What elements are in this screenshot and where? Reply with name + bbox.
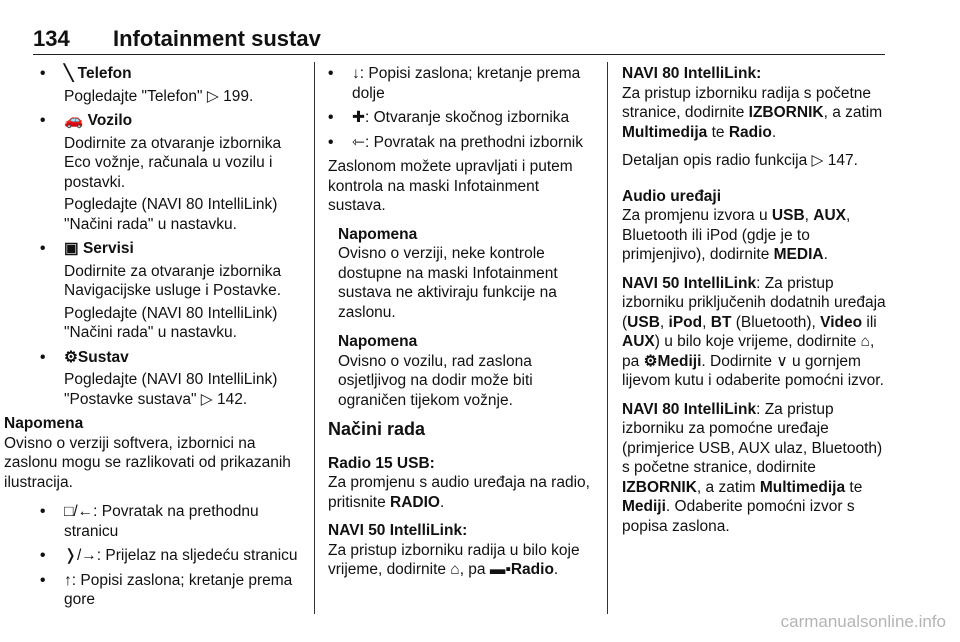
note-text: Ovisno o vozilu, rad zaslona osjetljivog na dodir može biti ograničen tijekom vožnje. bbox=[338, 352, 533, 409]
nav-item-return bbox=[328, 133, 590, 153]
watermark-text: carmanualsonline.info bbox=[780, 612, 946, 631]
gear-icon: ⚙ bbox=[64, 348, 78, 366]
navi50-audio-text: NAVI 50 IntelliLink: Za pristup izborniku priključenih dodatnih uređaja (USB, iPod, BT (Bluetooth), Video ili AUX) u bilo koje vrijeme, dodirnite ⌂, pa ⚙Mediji. Dodirnite ∨ u gornjem lijevom kutu i odaberite pomoćni izvor. bbox=[622, 274, 886, 389]
car-icon: 🚗 bbox=[64, 112, 84, 129]
subhead-navi80: NAVI 80 IntelliLink: bbox=[622, 65, 762, 82]
item-text: ❭/→: Prijelaz na sljedeću stranicu bbox=[64, 547, 298, 564]
nav-item-popup bbox=[328, 108, 590, 128]
radio15-text: Za promjenu s audio uređaja na radio, pritisnite RADIO. bbox=[328, 474, 590, 511]
bullet: • bbox=[40, 571, 46, 589]
subhead-radio15: Radio 15 USB: bbox=[328, 454, 435, 472]
navi80-audio-text: NAVI 80 IntelliLink: Za pristup izborniku za pomoćne uređaje (primjerice USB, AUX ulaz, Bluetooth) s početne stranice, dodirnite IZBORNIK, a zatim Multimedija te Mediji. Odaberite pomoćni izvor s popisa zaslona. bbox=[622, 400, 883, 535]
item-text: Dodirnite za otvaranje izbornika Navigacijske usluge i Postavke. bbox=[64, 262, 282, 299]
navi80-text: Za pristup izborniku radija s početne stranice, dodirnite IZBORNIK, a zatim Multimedija te Radio. bbox=[622, 84, 883, 141]
bullet: • bbox=[40, 112, 46, 129]
control-paragraph: Zaslonom možete upravljati i putem kontrola na maski Infotainment sustava. bbox=[328, 158, 573, 214]
note-box bbox=[328, 225, 590, 323]
subhead-audio: Audio uređaji bbox=[622, 187, 722, 205]
nav-item-next bbox=[40, 546, 302, 566]
item-text: ↓: Popisi zaslona; kretanje prema dolje bbox=[352, 65, 581, 102]
menu-item-sustav bbox=[40, 348, 302, 410]
section-heading: Načini rada bbox=[328, 419, 426, 439]
bullet: • bbox=[40, 65, 46, 82]
note-title: Napomena bbox=[4, 415, 84, 432]
bullet: • bbox=[328, 65, 334, 82]
phone-icon: ╲ bbox=[64, 65, 74, 82]
bullet: • bbox=[40, 547, 46, 564]
subhead-navi50: NAVI 50 IntelliLink: bbox=[328, 522, 468, 539]
item-text: Dodirnite za otvaranje izbornika Eco vožnje, računala u vozilu i postavki. bbox=[64, 134, 282, 191]
item-text: Pogledajte "Telefon" ▷ 199. bbox=[64, 87, 254, 105]
menu-item-vozilo bbox=[40, 111, 302, 234]
column-divider-2 bbox=[607, 62, 608, 614]
note-box bbox=[328, 332, 590, 410]
note-title: Napomena bbox=[338, 333, 418, 350]
item-text: Pogledajte (NAVI 80 IntelliLink) "Načini rada" u nastavku. bbox=[64, 304, 278, 341]
nav-item-down bbox=[328, 64, 590, 103]
bullet: • bbox=[40, 348, 46, 366]
navi50-text: Za pristup izborniku radija u bilo koje vrijeme, dodirnite ⌂, pa ▬▪Radio. bbox=[328, 541, 580, 578]
page-number: 134 bbox=[33, 26, 70, 51]
detail-reference: Detaljan opis radio funkcija ▷ 147. bbox=[622, 152, 858, 169]
column-2 bbox=[328, 64, 590, 589]
nav-item-back bbox=[40, 502, 302, 541]
item-text: Pogledajte (NAVI 80 IntelliLink) "Načini rada" u nastavku. bbox=[64, 196, 278, 233]
bullet: • bbox=[328, 109, 334, 126]
item-title: Sustav bbox=[77, 348, 129, 366]
item-text: ✚: Otvaranje skočnog izbornika bbox=[352, 109, 570, 126]
item-title: Telefon bbox=[77, 65, 132, 82]
bullet: • bbox=[40, 503, 46, 520]
nav-item-up bbox=[40, 571, 302, 610]
item-title: Servisi bbox=[82, 240, 134, 257]
item-title: Vozilo bbox=[87, 112, 133, 129]
bullet: • bbox=[328, 133, 334, 151]
column-1 bbox=[4, 64, 302, 615]
column-3 bbox=[622, 64, 887, 545]
page-title: Infotainment sustav bbox=[113, 26, 321, 51]
menu-item-servisi bbox=[40, 239, 302, 343]
menu-item-telefon bbox=[40, 64, 302, 106]
note-box bbox=[4, 414, 302, 492]
bullet: • bbox=[40, 240, 46, 257]
item-text: ⇽: Povratak na prethodni izbornik bbox=[352, 133, 583, 151]
column-divider-1 bbox=[314, 62, 315, 614]
item-text: Pogledajte (NAVI 80 IntelliLink) "Postavke sustava" ▷ 142. bbox=[64, 371, 278, 408]
services-icon: ▣ bbox=[64, 240, 79, 257]
note-text: Ovisno o verziji, neke kontrole dostupne na maski Infotainment sustava ne aktiviraju funkcije na zaslonu. bbox=[338, 245, 558, 321]
page-header bbox=[33, 22, 885, 55]
note-text: Ovisno o verziji softvera, izbornici na zaslonu mogu se razlikovati od prikazanih ilustracija. bbox=[4, 434, 291, 491]
audio-text: Za promjenu izvora u USB, AUX, Bluetooth ili iPod (gdje je to primjenjivo), dodirnite MEDIA. bbox=[622, 207, 851, 263]
note-title: Napomena bbox=[338, 225, 418, 243]
item-text: ↑: Popisi zaslona; kretanje prema gore bbox=[64, 571, 293, 608]
item-text: □/←: Povratak na prethodnu stranicu bbox=[64, 503, 259, 540]
